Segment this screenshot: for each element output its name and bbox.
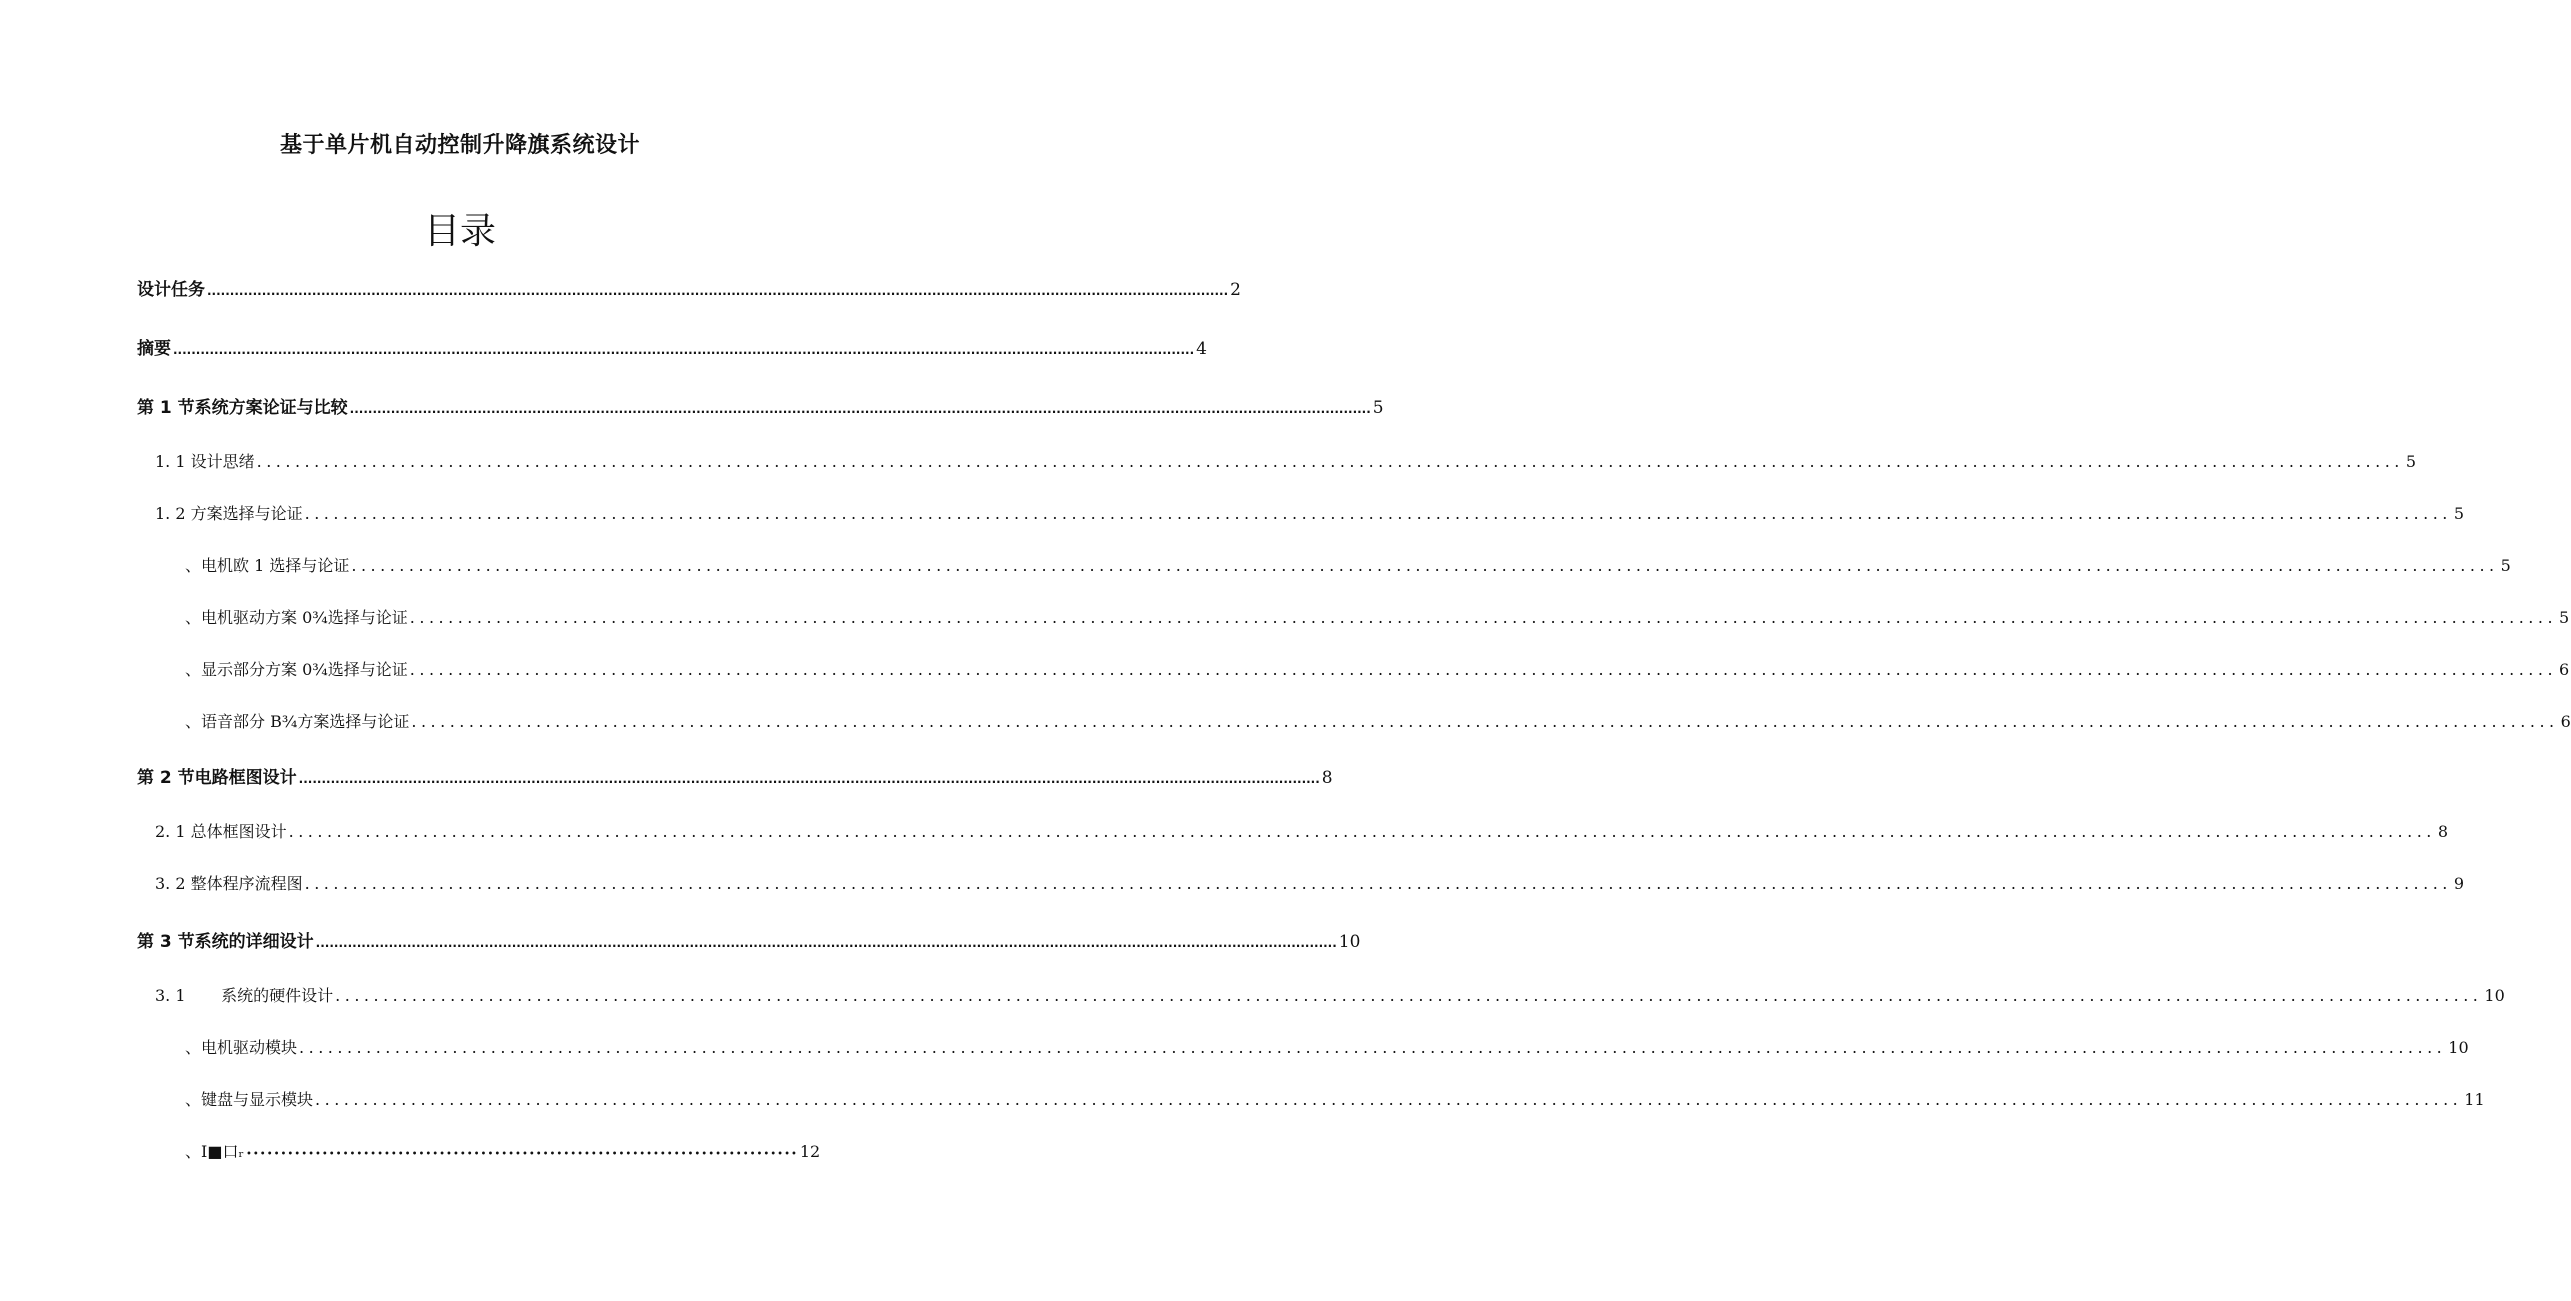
toc-entry-section-2[interactable] — [137, 763, 1333, 789]
document-title: 基于单片机自动控制升降旗系统设计 — [279, 133, 640, 158]
toc-entry-voice-scheme[interactable] — [185, 709, 2571, 735]
toc-entry-motor-driver-scheme[interactable] — [185, 605, 2570, 631]
toc-entry-page: 4 — [1196, 339, 1207, 359]
toc-leader: ................................................................................................................................................................................................................................ — [349, 402, 1371, 416]
toc-entry-label: 摘要 — [137, 339, 171, 359]
toc-entry-page: 5 — [2453, 504, 2465, 523]
toc-entry-page: 10 — [1338, 932, 1361, 952]
toc-entry-3-1[interactable] — [155, 983, 2505, 1009]
toc-entry-label: 、电机驱动方案 0¾选择与论证 — [185, 608, 408, 627]
toc-entry-page: 5 — [1372, 398, 1384, 418]
toc-leader: ................................................................................................................................................................................................................................ — [304, 504, 2452, 523]
toc-entry-garbled[interactable] — [185, 1139, 821, 1165]
toc-entry-2-1[interactable] — [155, 819, 2449, 845]
toc-entry-label: 、电机欧 1 选择与论证 — [185, 556, 350, 575]
toc-entry-page: 6 — [2560, 712, 2571, 731]
toc-leader: ................................................................................................................................................................................................................................ — [335, 986, 2483, 1005]
toc-leader: ................................................................................................................................................................................................................................ — [411, 712, 2559, 731]
toc-entry-section-1[interactable] — [137, 393, 1384, 419]
toc-entry-keyboard-display-module[interactable] — [185, 1087, 2485, 1113]
toc-leader: ................................................................................................................................................................................................................................ — [299, 1038, 2447, 1057]
toc-entry-display-scheme[interactable] — [185, 657, 2570, 683]
toc-entry-motor-driver-module[interactable] — [185, 1035, 2469, 1061]
toc-entry-page: 9 — [2453, 874, 2465, 893]
toc-leader: ................................................................................................................................................................................................................................ — [409, 608, 2558, 627]
toc-entry-label: 、键盘与显示模块 — [185, 1090, 314, 1109]
toc-entry-motor-selection[interactable] — [185, 553, 2511, 579]
toc-entry-design-task[interactable] — [137, 275, 1241, 301]
toc-bullet-leader: •••••••••••••••••••••••••••••••••••••••••••••••••••••••••••••••••••••••••••••••• — [246, 1149, 798, 1160]
toc-entry-label: 第 2 节电路框图设计 — [137, 768, 297, 788]
toc-entry-label: 第 3 节系统的详细设计 — [137, 932, 314, 952]
toc-leader: ................................................................................................................................................................................................................................ — [315, 936, 1337, 950]
toc-leader: ................................................................................................................................................................................................................................ — [298, 772, 1320, 786]
toc-entry-page: 8 — [2437, 822, 2449, 841]
toc-entry-label: 设计任务 — [137, 280, 205, 300]
toc-entry-label: 、I■口ᵣ — [185, 1142, 244, 1161]
toc-entry-label: 3. 1 系统的硬件设计 — [155, 986, 334, 1005]
toc-leader: ................................................................................................................................................................................................................................ — [207, 284, 1229, 298]
toc-entry-1-2[interactable] — [155, 501, 2465, 527]
toc-entry-3-2[interactable] — [155, 871, 2465, 897]
toc-entry-page: 10 — [2484, 986, 2505, 1005]
toc-leader: ................................................................................................................................................................................................................................ — [351, 556, 2499, 575]
toc-leader: ................................................................................................................................................................................................................................ — [173, 343, 1195, 357]
toc-entry-section-3[interactable] — [137, 927, 1361, 953]
toc-leader: ................................................................................................................................................................................................................................ — [315, 1090, 2463, 1109]
toc-entry-page: 8 — [1321, 768, 1333, 788]
toc-heading: 目录 — [423, 211, 496, 252]
toc-leader: ................................................................................................................................................................................................................................ — [304, 874, 2452, 893]
toc-entry-page: 12 — [799, 1142, 821, 1161]
toc-leader: ................................................................................................................................................................................................................................ — [256, 452, 2404, 471]
toc-entry-label: 、显示部分方案 0¾选择与论证 — [185, 660, 408, 679]
toc-entry-page: 6 — [2559, 660, 2570, 679]
toc-entry-page: 10 — [2448, 1038, 2469, 1057]
toc-entry-page: 5 — [2405, 452, 2417, 471]
toc-entry-page: 2 — [1230, 280, 1241, 300]
toc-entry-label: 1. 1 设计思绪 — [155, 452, 255, 471]
toc-entry-page: 5 — [2500, 556, 2511, 575]
toc-entry-label: 第 1 节系统方案论证与比较 — [137, 398, 348, 418]
toc-entry-label: 3. 2 整体程序流程图 — [155, 874, 303, 893]
toc-entry-label: 、电机驱动模块 — [185, 1038, 298, 1057]
toc-entry-page: 5 — [2559, 608, 2570, 627]
toc-entry-1-1[interactable] — [155, 449, 2417, 475]
toc-entry-label: 1. 2 方案选择与论证 — [155, 504, 303, 523]
toc-entry-abstract[interactable] — [137, 334, 1207, 360]
toc-entry-label: 2. 1 总体框图设计 — [155, 822, 287, 841]
toc-entry-page: 11 — [2464, 1090, 2485, 1109]
toc-leader: ................................................................................................................................................................................................................................ — [288, 822, 2436, 841]
toc-leader: ................................................................................................................................................................................................................................ — [409, 660, 2558, 679]
toc-entry-label: 、语音部分 B¾方案选择与论证 — [185, 712, 410, 731]
